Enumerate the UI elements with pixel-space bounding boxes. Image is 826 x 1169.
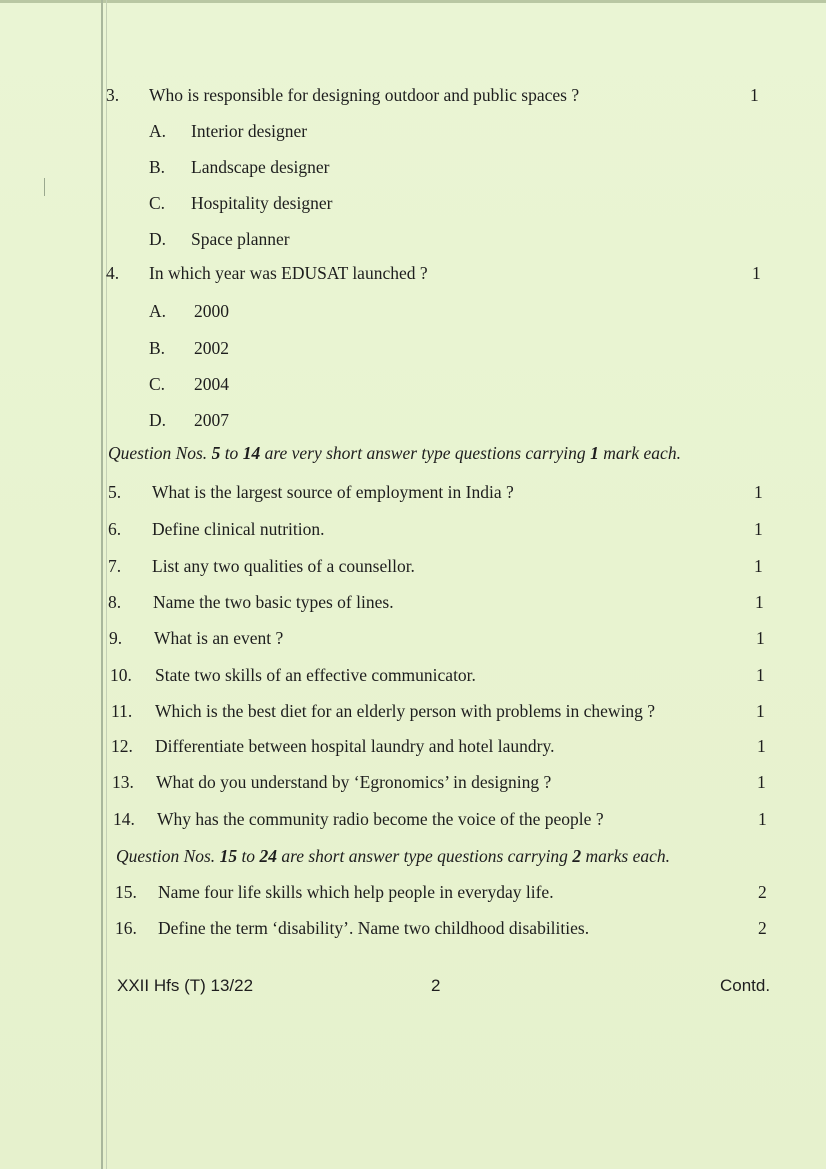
question-15 — [0, 877, 826, 907]
option-letter: A. — [149, 121, 167, 141]
question-5 — [0, 477, 826, 507]
option-letter: C. — [149, 193, 166, 213]
question-text: Define the term ‘disability’. Name two childhood disabilities. — [158, 918, 590, 938]
option-row — [0, 188, 826, 218]
question-text: List any two qualities of a counsellor. — [152, 556, 415, 576]
instruction-prefix: Question Nos. — [116, 846, 220, 866]
instruction-suffix: are short answer type questions carrying — [276, 846, 573, 866]
option-letter: B. — [149, 338, 166, 358]
question-13 — [0, 767, 826, 797]
question-16 — [0, 913, 826, 943]
option-letter: D. — [149, 410, 167, 430]
question-12 — [0, 731, 826, 761]
question-9 — [0, 623, 826, 653]
option-letter: C. — [149, 374, 166, 394]
question-number: 15. — [115, 882, 137, 902]
option-text: Space planner — [191, 229, 290, 249]
option-row — [0, 369, 826, 399]
question-marks: 2 — [758, 882, 767, 902]
question-number: 7. — [108, 556, 122, 576]
question-marks: 1 — [758, 809, 767, 829]
instruction-end: mark each. — [598, 443, 681, 463]
instruction-end: marks each. — [581, 846, 670, 866]
question-marks: 1 — [756, 628, 765, 648]
question-number: 13. — [112, 772, 134, 792]
question-marks: 1 — [752, 263, 761, 283]
instruction-to-word: to — [237, 846, 260, 866]
question-text: Name four life skills which help people in everyday life. — [158, 882, 554, 902]
question-number: 3. — [106, 85, 120, 105]
instruction-mark: 2 — [572, 846, 582, 866]
question-number: 10. — [110, 665, 132, 685]
instruction-to: 24 — [259, 846, 277, 866]
question-6 — [0, 514, 826, 544]
instruction-to-word: to — [220, 443, 243, 463]
instruction-from: 5 — [211, 443, 221, 463]
question-number: 12. — [111, 736, 133, 756]
instruction-prefix: Question Nos. — [108, 443, 212, 463]
option-letter: D. — [149, 229, 167, 249]
question-14 — [0, 804, 826, 834]
question-marks: 1 — [754, 556, 763, 576]
option-letter: A. — [149, 301, 167, 321]
question-text: Name the two basic types of lines. — [153, 592, 394, 612]
option-text: Hospitality designer — [191, 193, 333, 213]
option-text: 2004 — [194, 374, 229, 394]
question-number: 8. — [108, 592, 122, 612]
question-8 — [0, 587, 826, 617]
question-marks: 1 — [754, 482, 763, 502]
question-7 — [0, 551, 826, 581]
section-instruction-1 — [108, 438, 681, 468]
question-number: 9. — [109, 628, 123, 648]
paper-code: XXII Hfs (T) 13/22 — [117, 976, 254, 995]
page-footer — [0, 968, 826, 1004]
option-text: Interior designer — [191, 121, 308, 141]
option-row — [0, 333, 826, 363]
question-marks: 1 — [750, 85, 759, 105]
question-text: What do you understand by ‘Egronomics’ in designing ? — [156, 772, 552, 792]
question-text: What is the largest source of employment in India ? — [152, 482, 514, 502]
option-row — [0, 296, 826, 326]
option-row — [0, 152, 826, 182]
question-marks: 1 — [754, 519, 763, 539]
section-instruction-2 — [116, 841, 670, 871]
question-text: Which is the best diet for an elderly person with problems in chewing ? — [155, 701, 656, 721]
option-letter: B. — [149, 157, 166, 177]
question-marks: 1 — [756, 701, 765, 721]
question-number: 11. — [111, 701, 133, 721]
question-marks: 1 — [757, 772, 766, 792]
instruction-to: 14 — [242, 443, 261, 463]
question-text: Define clinical nutrition. — [152, 519, 325, 539]
option-text: 2002 — [194, 338, 229, 358]
question-marks: 2 — [758, 918, 767, 938]
question-text: In which year was EDUSAT launched ? — [149, 263, 428, 283]
question-text: What is an event ? — [154, 628, 284, 648]
question-3 — [0, 80, 826, 110]
option-row — [0, 405, 826, 435]
option-text: Landscape designer — [191, 157, 330, 177]
question-marks: 1 — [756, 665, 765, 685]
option-row — [0, 116, 826, 146]
option-row — [0, 224, 826, 254]
question-text: Why has the community radio become the voice of the people ? — [157, 809, 604, 829]
instruction-suffix: are very short answer type questions carrying — [260, 443, 591, 463]
question-marks: 1 — [757, 736, 766, 756]
option-text: 2007 — [194, 410, 229, 430]
question-number: 4. — [106, 263, 120, 283]
question-10 — [0, 660, 826, 690]
instruction-mark: 1 — [590, 443, 599, 463]
continued-label: Contd. — [720, 976, 771, 995]
question-number: 6. — [108, 519, 122, 539]
question-marks: 1 — [755, 592, 764, 612]
instruction-from: 15 — [219, 846, 238, 866]
question-text: State two skills of an effective communicator. — [155, 665, 476, 685]
option-text: 2000 — [194, 301, 229, 321]
question-4 — [0, 258, 826, 288]
question-text: Who is responsible for designing outdoor and public spaces ? — [149, 85, 580, 105]
question-11 — [0, 696, 826, 726]
question-number: 16. — [115, 918, 137, 938]
question-number: 14. — [113, 809, 135, 829]
question-text: Differentiate between hospital laundry and hotel laundry. — [155, 736, 555, 756]
page-number: 2 — [431, 976, 441, 995]
question-number: 5. — [108, 482, 122, 502]
page-top-edge — [0, 0, 826, 3]
